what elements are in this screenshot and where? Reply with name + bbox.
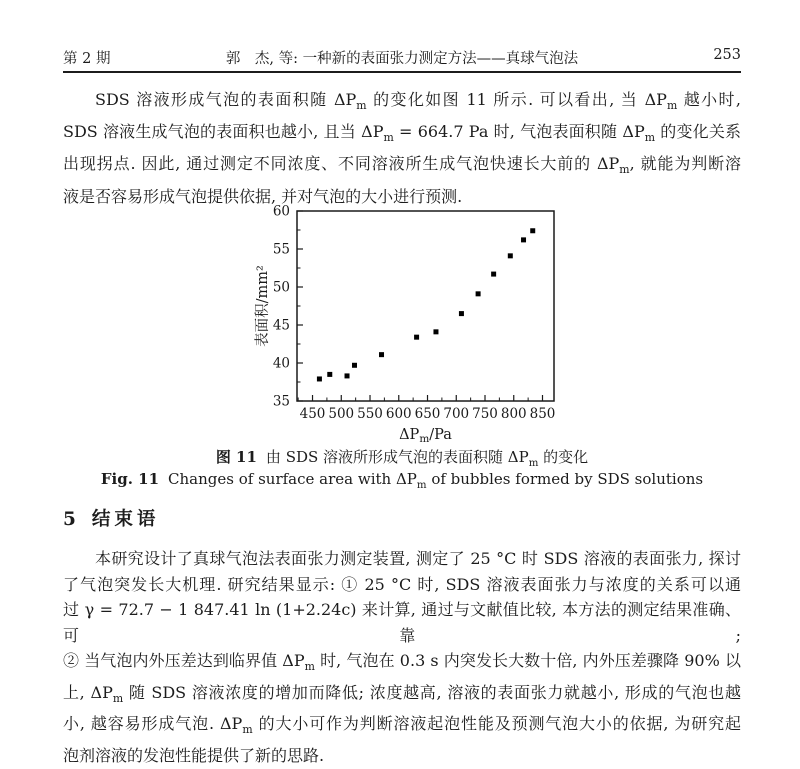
figure-caption-en-text: Changes of surface area with $\Delta P_m$ of bubbles formed by SDS solutions [168, 470, 704, 491]
plot-frame [297, 211, 554, 401]
y-tick-label: 50 [272, 279, 290, 296]
x-tick-label: 450 [299, 406, 326, 422]
paragraph-2 [63, 546, 741, 769]
y-tick-label: 55 [272, 241, 290, 258]
running-title: 郭 杰, 等: 一种新的表面张力测定方法——真球气泡法 [225, 51, 579, 67]
y-tick-label: 60 [272, 203, 290, 220]
paragraph-1-line: SDS 溶液生成气泡的表面积也越小, 且当 $\Delta P_m = 664.7$ Pa 时, 气泡表面积随 $\Delta P_m$ 的变化关系 [63, 122, 741, 145]
figure-caption-en-label: Fig. 11 [100, 470, 160, 488]
data-point-marker [491, 272, 496, 277]
x-tick-label: 850 [529, 406, 556, 422]
data-point-marker [345, 373, 350, 378]
x-tick-label: 600 [385, 406, 412, 422]
data-point-marker [459, 311, 464, 316]
paragraph-2-line: 过 γ = 72.7 − 1 847.41 ln (1+2.24c) 来计算, 通过与文献值比较, 本方法的测定结果准确、可靠; [63, 600, 741, 645]
x-tick-label: 550 [357, 406, 383, 422]
x-tick-label: 650 [414, 406, 441, 422]
header-rule [63, 71, 741, 73]
figure-caption-en [63, 470, 741, 491]
paragraph-2-line: ② 当气泡内外压差达到临界值 $\Delta P_m$ 时, 气泡在 0.3 s 内突发长大数十倍, 内外压差骤降 90% 以 [63, 651, 741, 674]
x-tick-label: 750 [472, 406, 498, 422]
paragraph-1-line: 液是否容易形成气泡提供依据, 并对气泡的大小进行预测. [63, 186, 463, 206]
data-point-marker [414, 335, 419, 340]
figure-11-chart [253, 203, 573, 443]
paragraph-1-line: SDS 溶液形成气泡的表面积随 $\Delta P_m$ 的变化如图 11 所示. 可以看出, 当 $\Delta P_m$ 越小时, [95, 90, 741, 113]
y-axis-title: 表面积/mm² [255, 265, 271, 347]
paragraph-2-line: 泡剂溶液的发泡性能提供了新的思路. [63, 746, 325, 766]
section-title: 结束语 [91, 509, 160, 530]
section-heading [63, 505, 159, 531]
paragraph-2-line: 本研究设计了真球气泡法表面张力测定装置, 测定了 25 °C 时 SDS 溶液的表面张力, 探讨 [95, 549, 741, 568]
page-number: 253 [713, 47, 741, 63]
issue-label: 第 2 期 [63, 51, 111, 67]
paragraph-1-line: 出现拐点. 因此, 通过测定不同浓度、不同溶液所生成气泡快速长大前的 $\Delta P_m$, 就能为判断溶 [63, 154, 741, 177]
paragraph-1 [63, 87, 741, 210]
data-point-marker [530, 228, 535, 233]
x-tick-label: 700 [443, 406, 470, 422]
figure-caption-zh-text: 由 SDS 溶液所形成气泡的表面积随 $\Delta P_m$ 的变化 [265, 448, 589, 469]
data-point-marker [476, 291, 481, 296]
paragraph-2-line: 上, $\Delta P_m$ 随 SDS 溶液浓度的增加而降低; 浓度越高, 溶液的表面张力就越小, 形成的气泡也越 [63, 682, 741, 705]
y-tick-label: 45 [272, 317, 290, 334]
chart-svg [253, 203, 573, 443]
data-point-marker [352, 363, 357, 368]
figure-caption-zh-label: 图 11 [215, 448, 257, 466]
data-point-marker [317, 376, 322, 381]
x-tick-label: 800 [500, 406, 527, 422]
data-point-marker [521, 237, 526, 242]
data-point-marker [379, 352, 384, 357]
y-tick-label: 40 [272, 355, 290, 372]
data-point-marker [508, 253, 513, 258]
paragraph-2-line: 小, 越容易形成气泡. $\Delta P_m$ 的大小可作为判断溶液起泡性能及预测气泡大小的依据, 为研究起 [63, 714, 741, 737]
x-axis-title: $\Delta P_m/Pa$ [399, 427, 452, 445]
paragraph-2-line: 了气泡突发长大机理. 研究结果显示: ① 25 °C 时, SDS 溶液表面张力与浓度的关系可以通 [63, 574, 741, 594]
y-tick-label: 35 [272, 393, 290, 410]
x-tick-label: 500 [328, 406, 355, 422]
data-point-marker [327, 372, 332, 377]
section-number: 5 [63, 509, 76, 530]
figure-caption-zh [63, 446, 741, 469]
running-head [63, 47, 741, 67]
data-point-marker [433, 329, 438, 334]
